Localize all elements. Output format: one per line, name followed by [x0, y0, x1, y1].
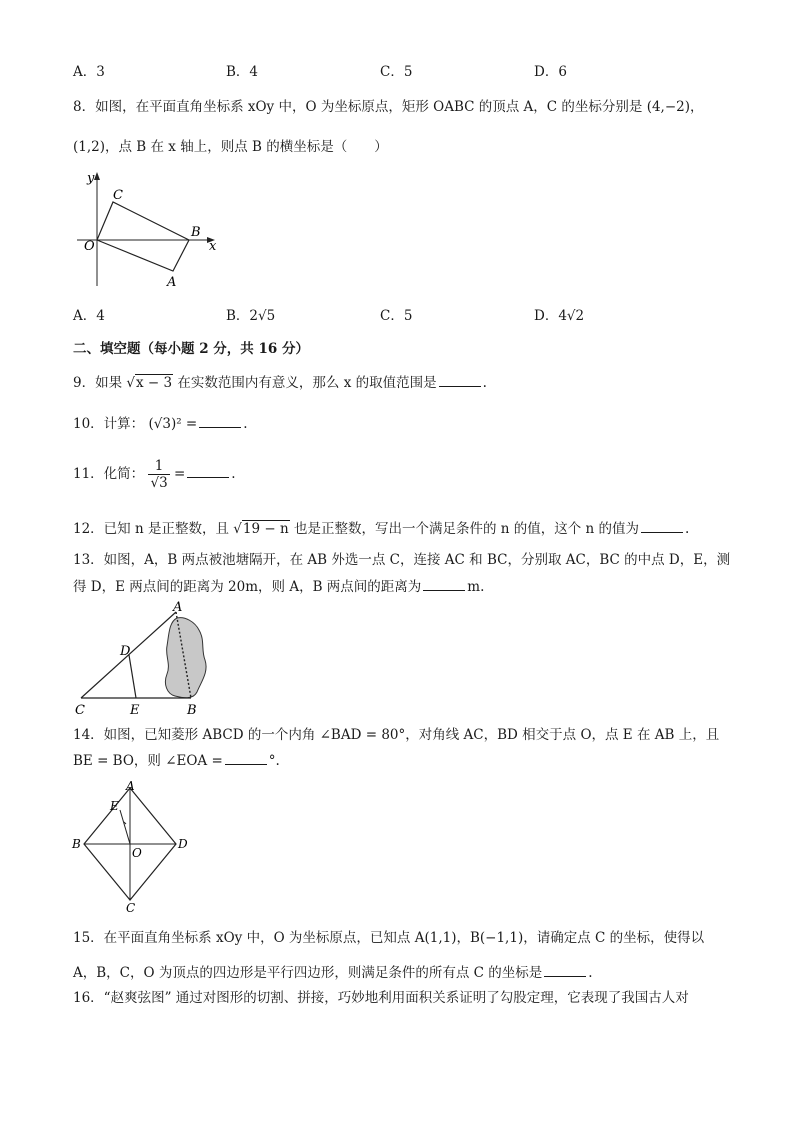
q8-coordinate-figure [73, 168, 223, 293]
q9-radicand: x − 3 [136, 375, 173, 391]
q10-answer-blank [199, 413, 241, 428]
q8-label-x: x [209, 239, 217, 254]
q12-radicand: 19 − n [242, 521, 289, 537]
q14-label-b: B [72, 837, 81, 851]
q10-eq: = [185, 416, 198, 432]
q14-label-c: C [126, 901, 136, 913]
q14-label-e: E [110, 799, 119, 813]
q13-label-b: B [187, 703, 197, 718]
q15-line2-post: . [588, 965, 593, 981]
q12-pre: 12．已知 n 是正整数，且 [73, 521, 229, 537]
q8-option-a: A．4 [73, 308, 105, 324]
q11-numerator: 1 [148, 458, 169, 475]
q9-post: 在实数范围内有意义，那么 x 的取值范围是 [177, 375, 437, 391]
q10 [73, 413, 248, 434]
q14-line2-post: °. [268, 753, 280, 769]
q15-answer-blank [544, 962, 586, 977]
q13-label-d: D [120, 644, 131, 659]
q13-stem-line2 [73, 576, 484, 597]
q7-option-d: D．6 [534, 64, 567, 80]
q8-option-c: C．5 [380, 308, 413, 324]
q10-expression: (√3)² [148, 416, 182, 432]
q9 [73, 372, 487, 393]
q11-denominator: √3 [150, 475, 168, 491]
q8-stem-line2: (1,2)，点 B 在 x 轴上，则点 B 的横坐标是（ ） [73, 139, 388, 155]
q14-label-a: A [126, 779, 135, 793]
q7-option-b: B．4 [226, 64, 259, 80]
section-title-fill-in: 二、填空题（每小题 2 分，共 16 分） [73, 341, 309, 357]
q14-answer-blank [225, 750, 267, 765]
q14-line2-pre: BE = BO，则 ∠EOA = [73, 753, 223, 769]
q15-line2-pre: A，B，C，O 为顶点的四边形是平行四边形，则满足条件的所有点 C 的坐标是 [73, 965, 543, 981]
q14-label-d: D [178, 837, 188, 851]
q15-stem-line2 [73, 962, 593, 983]
q11-fraction [148, 458, 169, 491]
q11-eq: = [173, 466, 186, 482]
q13-line2-post: m. [467, 579, 485, 595]
q9-end: . [482, 375, 487, 391]
q10-end: . [243, 416, 248, 432]
q16-stem-line1: 16．“赵爽弦图” 通过对图形的切割、拼接，巧妙地利用面积关系证明了勾股定理，它表现了我国古人对 [73, 990, 689, 1006]
q7-option-c: C．5 [380, 64, 413, 80]
q13-label-e: E [130, 703, 140, 718]
q8-stem-line1: 8．如图，在平面直角坐标系 xOy 中，O 为坐标原点，矩形 OABC 的顶点 A，C 的坐标分别是 (4,−2)， [73, 99, 704, 115]
q13-label-c: C [75, 703, 85, 718]
q11 [73, 455, 236, 493]
q8-label-a: A [167, 275, 177, 290]
q12-post: 也是正整数，写出一个满足条件的 n 的值，这个 n 的值为 [293, 521, 640, 537]
q13-label-a: A [173, 600, 183, 615]
q11-pre: 11．化简： [73, 466, 145, 482]
q8-label-b: B [191, 225, 201, 240]
q8-label-y: y [87, 171, 95, 186]
q12 [73, 518, 689, 539]
q14-label-o: O [132, 846, 142, 860]
q13-answer-blank [423, 576, 465, 591]
q8-label-c: C [113, 188, 123, 203]
q8-option-b: B．2√5 [226, 308, 276, 324]
q12-sqrt: √19 − n [233, 521, 289, 537]
q14-stem-line1: 14．如图，已知菱形 ABCD 的一个内角 ∠BAD = 80°，对角线 AC，BD 相交于点 O，点 E 在 AB 上，且 [73, 727, 720, 743]
q13-pond-figure [73, 600, 223, 720]
q12-answer-blank [641, 518, 683, 533]
q9-pre: 9．如果 [73, 375, 123, 391]
q11-answer-blank [187, 463, 229, 478]
q8-option-d: D．4√2 [534, 308, 585, 324]
q10-pre: 10．计算： [73, 416, 145, 432]
q13-line2-pre: 得 D，E 两点间的距离为 20m，则 A，B 两点间的距离为 [73, 579, 422, 595]
q9-answer-blank [439, 372, 481, 387]
q15-stem-line1: 15．在平面直角坐标系 xOy 中，O 为坐标原点，已知点 A(1,1)，B(−1,1)，请确定点 C 的坐标，使得以 [73, 930, 705, 946]
q11-end: . [231, 466, 236, 482]
q14-stem-line2 [73, 750, 280, 771]
q9-sqrt: √x − 3 [126, 375, 173, 391]
q7-option-a: A．3 [73, 64, 105, 80]
q8-label-o: O [84, 239, 95, 254]
q13-stem-line1: 13．如图，A，B 两点被池塘隔开，在 AB 外选一点 C，连接 AC 和 BC，分别取 AC，BC 的中点 D，E，测 [73, 552, 731, 568]
q12-end: . [685, 521, 690, 537]
q14-rhombus-figure [68, 778, 198, 913]
